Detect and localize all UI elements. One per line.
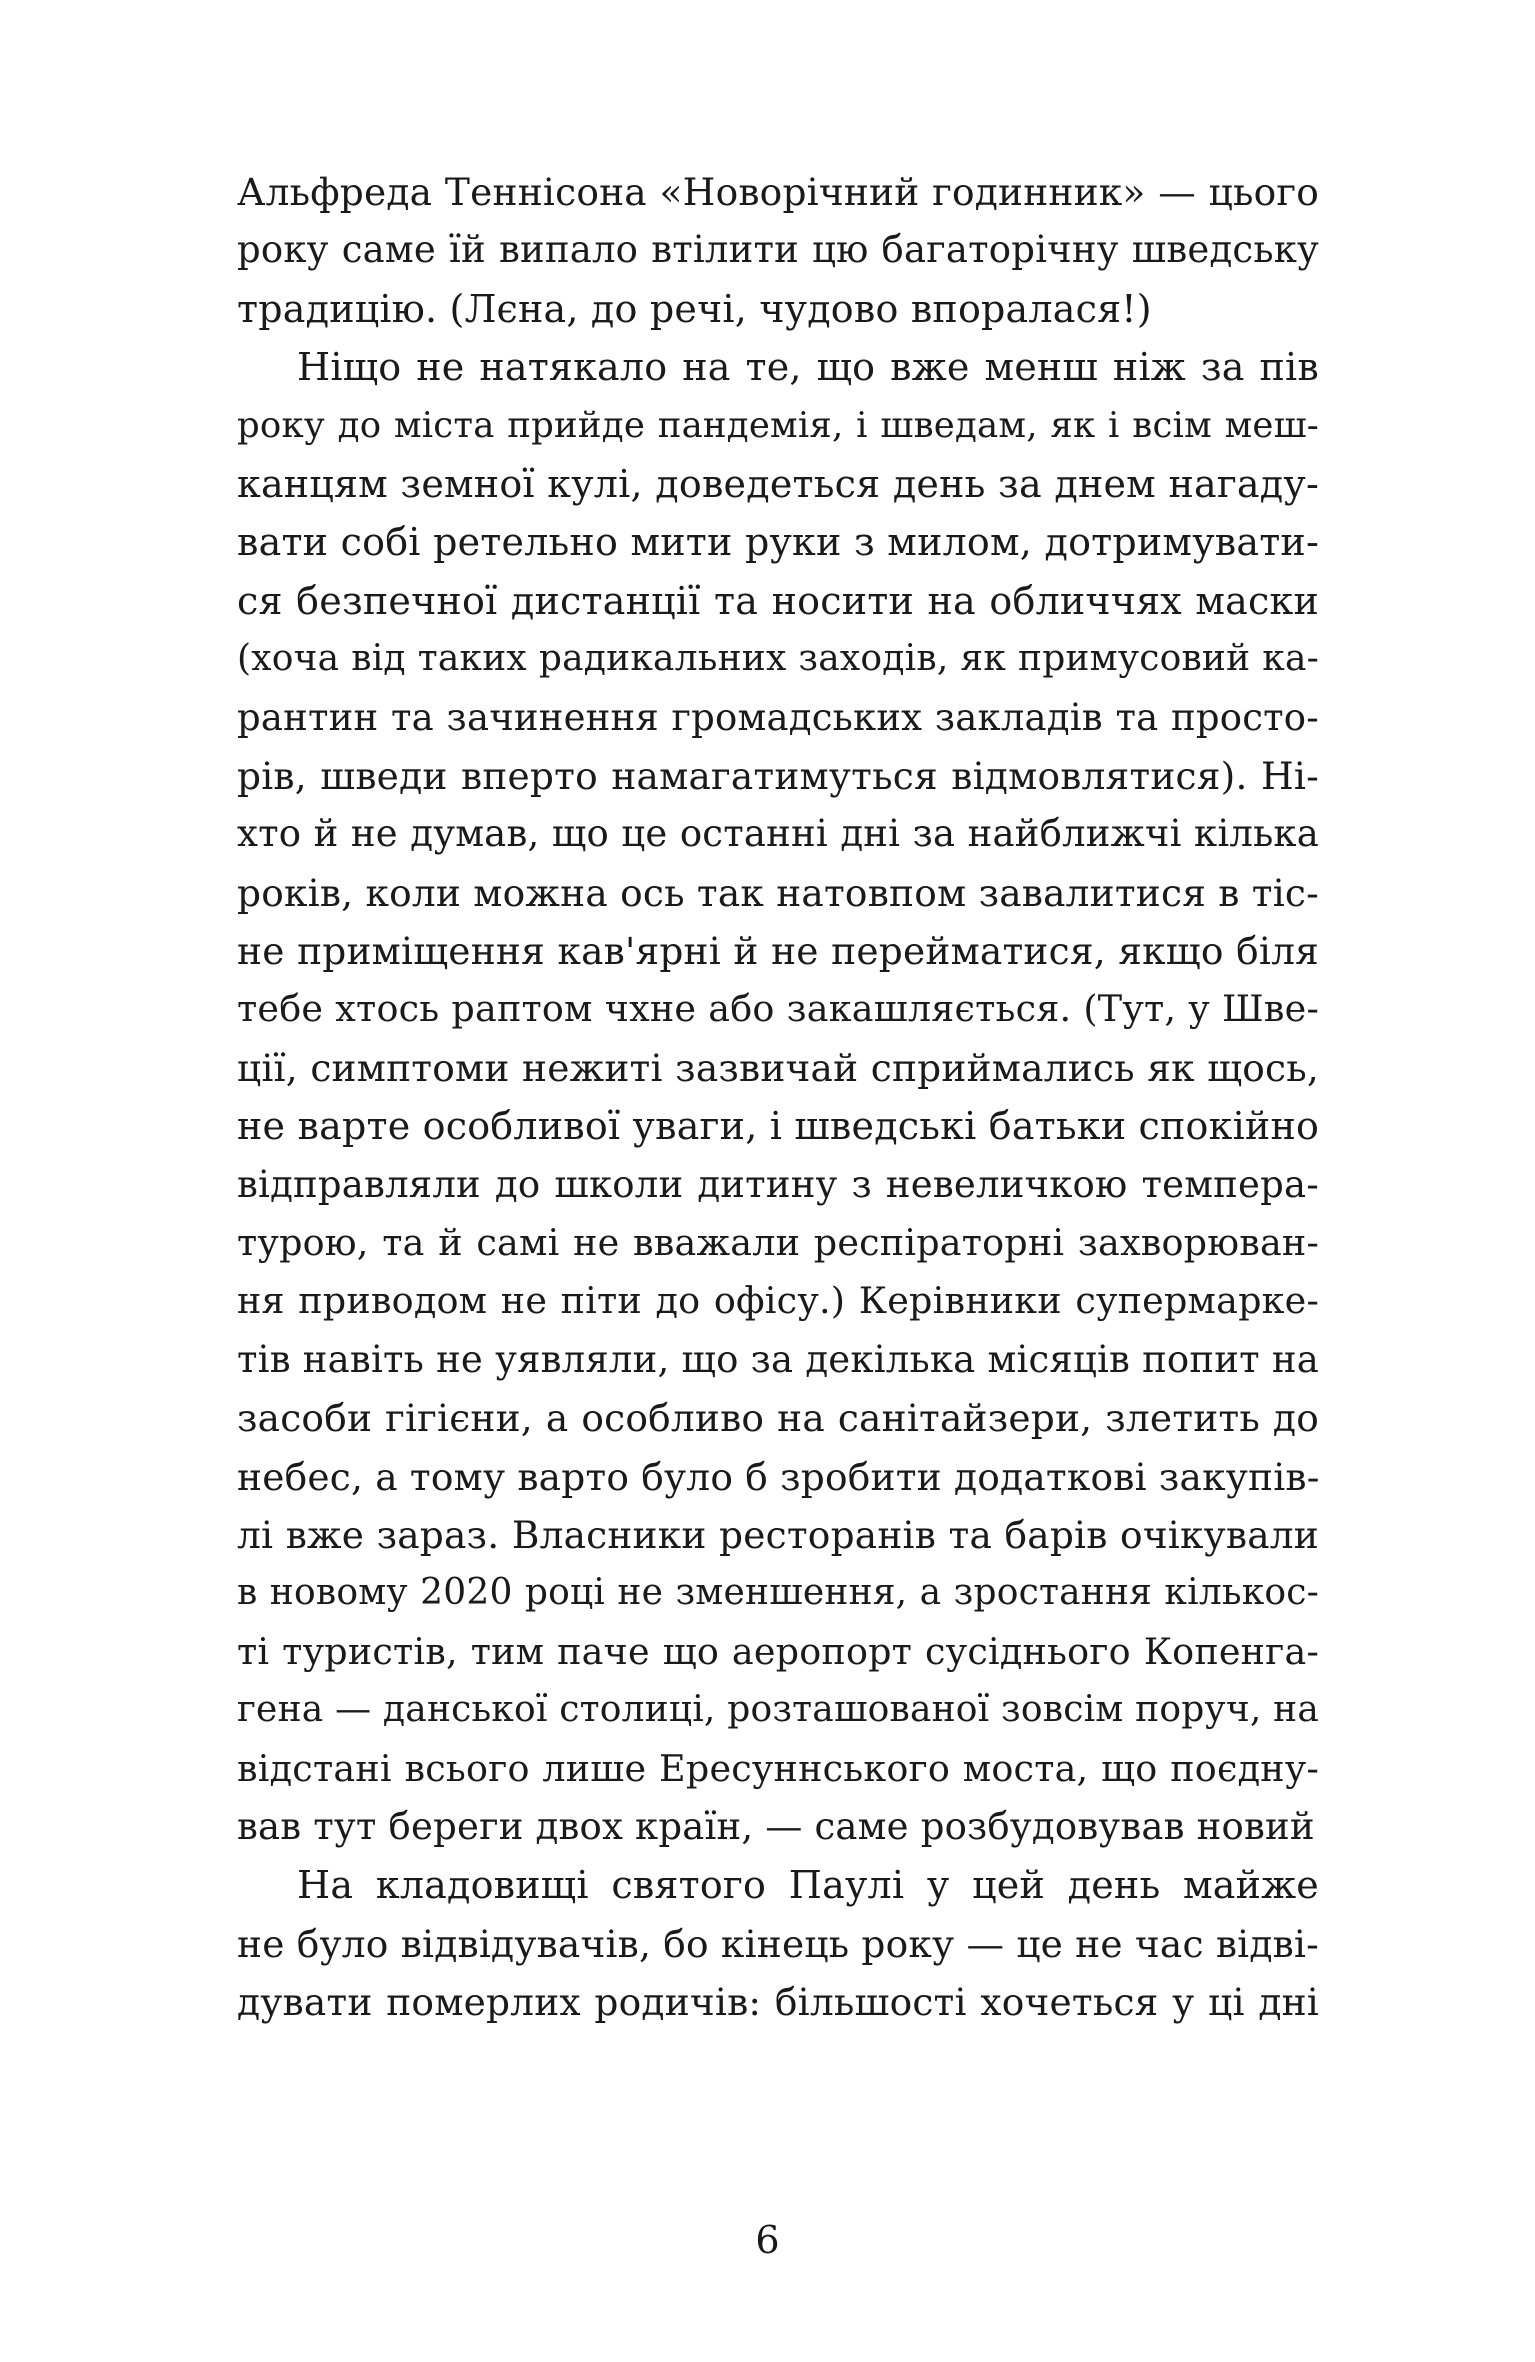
text-line: лі вже зараз. Власники ресторанів та барів очікували: [237, 1512, 1319, 1557]
text-line: канцям земної кулі, доведеться день за днем нагаду-: [237, 461, 1319, 506]
text-line: вав тут береги двох країн, — саме розбудовував новий: [237, 1804, 1315, 1848]
text-line: рів, шведи вперто намагатимуться відмовлятися). Ні-: [237, 753, 1319, 798]
text-line: ся безпечної дистанції та носити на обличчях маски: [237, 578, 1319, 623]
text-line: тів навіть не уявляли, що за декілька місяців попит на: [237, 1337, 1319, 1381]
text-line: відправляли до школи дитину з невеличкою темпера-: [237, 1162, 1319, 1206]
text-line: турою, та й самі не вважали респіраторні захворюван-: [237, 1221, 1319, 1265]
text-line: року до міста прийде пандемія, і шведам, як і всім меш-: [237, 404, 1319, 446]
text-line: рантин та зачинення громадських закладів та просто-: [237, 695, 1319, 739]
text-line: гена — данської столиці, розташованої зовсім поруч, на: [237, 1689, 1319, 1731]
text-line: традицію. (Лєна, до речі, чудово впоралася!): [237, 286, 1152, 331]
text-line: року саме їй випало втілити цю багаторічну шведську: [237, 228, 1319, 272]
text-line: ті туристів, тим паче що аеропорт сусіднього Копенга-: [237, 1629, 1319, 1673]
body-text: [237, 163, 1319, 2032]
text-line: небес, а тому варто було б зробити додаткові закупів-: [237, 1454, 1320, 1499]
text-line: не приміщення кав'ярні й не перейматися, якщо біля: [237, 929, 1319, 974]
text-line: не варте особливої уваги, і шведські батьки спокійно: [237, 1104, 1320, 1149]
text-line: дувати померлих родичів: більшості хочеться у ці дні: [237, 1980, 1319, 2025]
text-line: вати собі ретельно мити руки з милом, дотримувати-: [237, 520, 1319, 565]
text-line: ня приводом не піти до офісу.) Керівники супермарке-: [237, 1279, 1319, 1323]
text-line: не було відвідувачів, бо кінець року — це не час відві-: [237, 1921, 1319, 1966]
text-line: відстані всього лише Ересуннського моста, що поєдну-: [237, 1746, 1319, 1790]
text-line: Альфреда Теннісона «Новорічний годинник» — цього: [237, 170, 1319, 214]
text-line: засоби гігієни, а особливо на санітайзери, злетить до: [237, 1396, 1319, 1441]
text-line: в новому 2020 році не зменшення, а зростання кількос-: [237, 1572, 1319, 1614]
page-number: 6: [755, 2218, 780, 2262]
text-line: тебе хтось раптом чхне або закашляється. (Тут, у Шве-: [237, 987, 1319, 1031]
text-line: Ніщо не натякало на те, що вже менш ніж за пів: [297, 345, 1319, 390]
text-line: ції, симптоми нежиті зазвичай сприймались як щось,: [237, 1045, 1319, 1090]
text-line: років, коли можна ось так натовпом завалитися в тіс-: [237, 870, 1319, 915]
text-line: хто й не думав, що це останні дні за найближчі кілька: [237, 812, 1319, 856]
text-line: (хоча від таких радикальних заходів, як примусовий ка-: [237, 638, 1319, 680]
text-line: На кладовищі святого Паулі у цей день майже: [297, 1863, 1319, 1908]
